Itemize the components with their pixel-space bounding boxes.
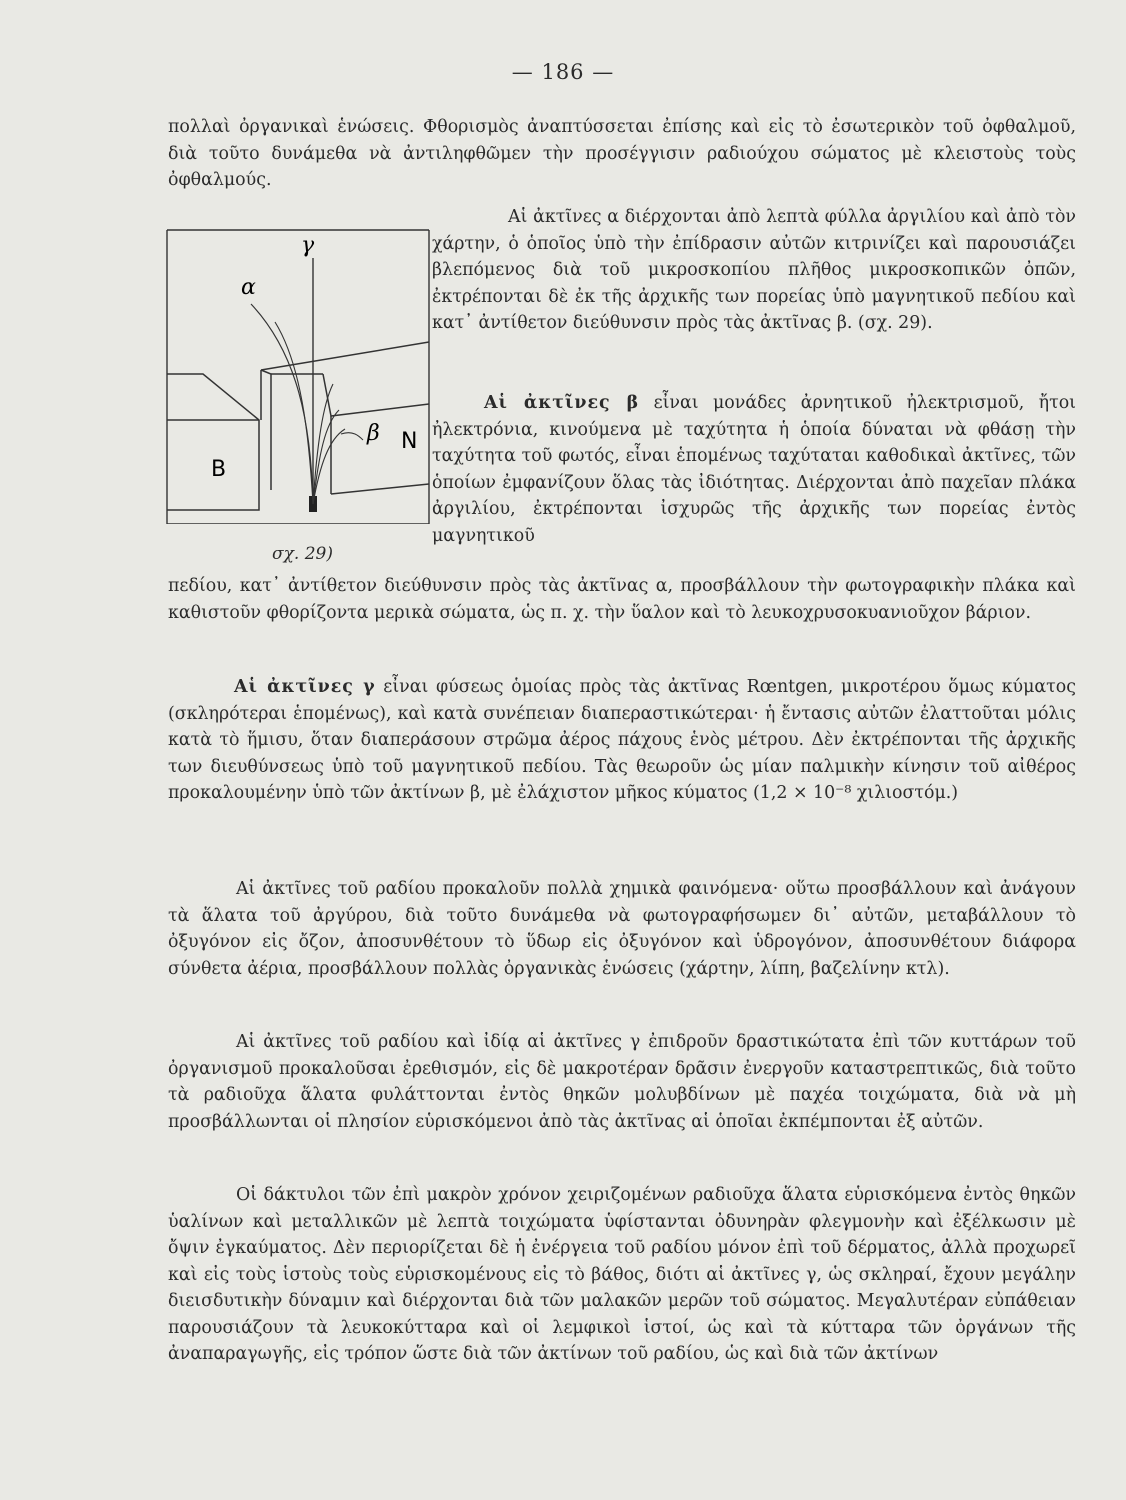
gamma-text: εἶναι φύσεως ὁμοίας πρὸς τὰς ἀκτῖνας Rœntgen, μικροτέρου ὅμως κύματος (σκληρότεραι ἑπομένως), καὶ κατὰ συνέπειαν διαπεραστικώτεραι· ἡ ἔντασις αὐτῶν ἐλαττοῦται μόλις κατὰ τὸ ἥμισυ, ὅταν διαπεράσουν στρῶμα ἀέρος πάχους ἑνὸς μέτρου. Δὲν ἐκτρέπονται τῆς ἀρχικῆς των διευθύνσεως ὑπὸ τοῦ μαγνητικοῦ πεδίου. Τὰς θεωροῦν ὡς μίαν παλμικὴν κίνησιν τοῦ αἰθέρος προκαλουμένην ὑπὸ τῶν ἀκτίνων β, μὲ ἐλάχιστον μῆκος κύματος (1,2 × 10⁻⁸ χιλιοστόμ.): [168, 677, 1076, 803]
label-beta: β: [367, 421, 380, 446]
label-N: N: [401, 429, 418, 454]
paragraph-intro: πολλαὶ ὀργανικαὶ ἑνώσεις. Φθορισμὸς ἀναπτύσσεται ἐπίσης καὶ εἰς τὸ ἐσωτερικὸν τοῦ ὀφθαλμοῦ, διὰ τοῦτο δυνάμεθα νὰ ἀντιληφθῶμεν τὴν προσέγγισιν ραδιούχου σώματος μὲ κλειστοὺς τοὺς ὀφθαλμούς.: [168, 117, 1076, 190]
label-gamma: γ: [301, 233, 315, 258]
beta-text: εἶναι μονάδες ἀρνητικοῦ ἠλεκτρισμοῦ, ἤτοι ἠλεκτρόνια, κινούμενα μὲ ταχύτητα ἡ ὁποία δύναται νὰ φθάσῃ τὴν ταχύτητα τοῦ φωτός, εἶναι ἑπομένως ταχύταται καθοδικαὶ ἀκτῖνες, τῶν ὁποίων ἐμφανίζουν ὅλας τὰς ἰδιότητας. Διέρχονται ἀπὸ παχεῖαν πλάκα ἀργιλίου, ἐκτρέπονται ἰσχυρῶς τῆς ἀρχικῆς των πορείας ἐντὸς μαγνητικοῦ: [432, 393, 1076, 546]
paragraph-biological-effects: Αἱ ἀκτῖνες τοῦ ραδίου καὶ ἰδίᾳ αἱ ἀκτῖνες γ ἐπιδροῦν δραστικώτατα ἐπὶ τῶν κυττάρων τοῦ ὀργανισμοῦ προκαλοῦσαι ἐρεθισμόν, εἰς δὲ μακροτέραν δρᾶσιν ἐνεργοῦν καταστρεπτικῶς, διὰ τοῦτο τὰ ραδιοῦχα ἅλατα φυλάττονται ἐντὸς θηκῶν μολυβδίνων μὲ παχέα τοιχώματα, διὰ νὰ μὴ προσβάλλωνται οἱ πλησίον εὑρισκόμενοι ἀπὸ τὰς ἀκτῖνας αἱ ὁποῖαι ἐκπέμπονται ἐξ αὐτῶν.: [168, 1032, 1076, 1132]
paragraph-tissue-damage: Οἱ δάκτυλοι τῶν ἐπὶ μακρὸν χρόνον χειριζομένων ραδιοῦχα ἅλατα εὑρισκόμενα ἐντὸς θηκῶν ὑαλίνων καὶ μεταλλικῶν μὲ λεπτὰ τοιχώματα ὑφίστανται ὀδυνηρὰν φλεγμονὴν καὶ ἐξέλκωσιν μὲ ὄψιν ἐγκαύματος. Δὲν περιορίζεται δὲ ἡ ἐνέργεια τοῦ ραδίου μόνον ἐπὶ τοῦ δέρματος, ἀλλὰ προχωρεῖ καὶ εἰς τοὺς ἱστοὺς τοὺς εὑρισκομένους εἰς τὸ βάθος, διότι αἱ ἀκτῖνες γ, ὡς σκληραί, ἔχουν μεγάλην διεισδυτικὴν δύναμιν καὶ διέρχονται διὰ τῶν μαλακῶν μερῶν τοῦ σώματος. Μεγαλυτέραν εὐπάθειαν παρουσιάζουν τὰ λευκοκύτταρα καὶ οἱ λεμφικοὶ ἱστοί, ὡς καὶ τὰ κύτταρα τῶν ὀργάνων τῆς ἀναπαραγωγῆς, εἰς τρόπον ὥστε διὰ τῶν ἀκτίνων τοῦ ραδίου, ὡς καὶ διὰ τῶν ἀκτίνων: [168, 1185, 1076, 1364]
gamma-lead: Αἱ ἀκτῖνες γ: [234, 677, 376, 697]
paragraph-beta-rays: [432, 390, 1076, 549]
label-alpha: α: [241, 275, 256, 300]
paragraph-chemical-effects: Αἱ ἀκτῖνες τοῦ ραδίου προκαλοῦν πολλὰ χημικὰ φαινόμενα· οὕτω προσβάλλουν καὶ ἀνάγουν τὰ ἅλατα τοῦ ἀργύρου, διὰ τοῦτο δυνάμεθα νὰ φωτογραφήσωμεν δι᾿ αὐτῶν, μεταβάλλουν τὸ ὀξυγόνον εἰς ὄζον, ἀποσυνθέτουν τὸ ὕδωρ εἰς ὀξυγόνον καὶ ὑδρογόνον, ἀποσυνθέτουν διάφορα σύνθετα ἀέρια, προσβάλλουν πολλὰς ὀργανικὰς ἑνώσεις (χάρτην, λίπη, βαζελίνην κτλ).: [168, 879, 1076, 979]
paragraph-beta-continued: πεδίου, κατ᾿ ἀντίθετον διεύθυνσιν πρὸς τὰς ἀκτῖνας α, προσβάλλουν τὴν φωτογραφικὴν πλάκα καὶ καθιστοῦν φθορίζοντα μερικὰ σώματα, ὡς π. χ. τὴν ὕαλον καὶ τὸ λευκοχρυσοκυανιοῦχον βάριον.: [168, 576, 1076, 623]
paragraph-gamma-rays: [168, 674, 1076, 807]
paragraph-alpha-rays: Αἱ ἀκτῖνες α διέρχονται ἀπὸ λεπτὰ φύλλα ἀργιλίου καὶ ἀπὸ τὸν χάρτην, ὁ ὁποῖος ὑπὸ τὴν ἐπίδρασιν αὐτῶν κιτρινίζει καὶ παρουσιάζει βλεπόμενος διὰ τοῦ μικροσκοπίου πλῆθος μικροσκοπικῶν ὀπῶν, ἐκτρέπονται δὲ ἐκ τῆς ἀρχικῆς των πορείας ὑπὸ μαγνητικοῦ πεδίου καὶ κατ᾿ ἀντίθετον διεύθυνσιν πρὸς τὰς ἀκτῖνας β. (σχ. 29).: [432, 207, 1076, 333]
magnetic-deflection-diagram: [163, 224, 431, 524]
figure-caption: σχ. 29): [272, 544, 333, 564]
label-B: B: [211, 457, 227, 482]
page-number: — 186 —: [511, 60, 615, 84]
figure-29: [163, 224, 431, 524]
beta-lead: Αἱ ἀκτῖνες β: [484, 393, 640, 413]
